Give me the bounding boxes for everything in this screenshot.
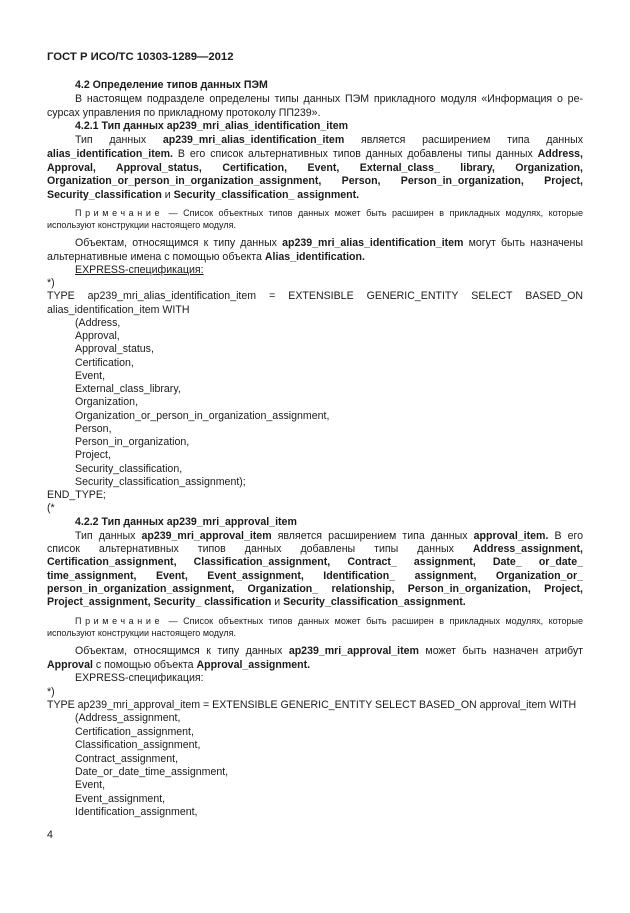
code-item-line	[47, 779, 583, 792]
express-code: *)	[47, 277, 55, 290]
express-code: Classification_assignment,	[75, 739, 201, 752]
note-2	[47, 615, 583, 639]
paragraph-line	[47, 189, 583, 203]
section-heading: 4.2.2 Тип данных ap239_mri_approval_item	[75, 516, 297, 529]
paragraph-line	[47, 93, 583, 107]
bold-term: ap239_mri_approval_item	[288, 645, 419, 658]
section-heading: 4.2.1 Тип данных ap239_mri_alias_identification_item	[75, 120, 349, 133]
code-item-line	[47, 343, 583, 356]
text-run: и	[271, 596, 284, 609]
express-code: Event,	[75, 369, 106, 382]
bold-term: Address_assignment,	[472, 542, 583, 555]
bold-term: Security_classification_assignment.	[283, 596, 466, 609]
bold-term: approval_item.	[473, 529, 549, 542]
code-item-line	[47, 476, 583, 489]
paragraph-line	[47, 175, 583, 189]
code-line	[47, 502, 583, 515]
bold-term: Project_assignment, Security_ classification	[47, 596, 272, 609]
code-item-line	[47, 330, 583, 343]
code-item-line	[47, 739, 583, 752]
code-item-line	[47, 357, 583, 370]
paragraph-line	[47, 251, 583, 264]
bold-term: Security_classification	[47, 189, 162, 202]
express-code: Security_classification_assignment);	[75, 475, 246, 488]
code-item-line	[47, 712, 583, 725]
heading-line	[47, 79, 583, 93]
text-run: является расширением типа данных	[344, 134, 583, 147]
code-item-line	[47, 370, 583, 383]
bold-term: person_in_organization_assignment, Organization_ relationship, Person_in_organization, Project,	[47, 582, 583, 595]
text-run: используют конструкции настоящего модуля.	[47, 220, 236, 230]
express-code: Person,	[75, 422, 112, 435]
paragraph-line	[47, 596, 583, 609]
express-spec-label: EXPRESS-спецификация:	[75, 672, 204, 685]
code-item-line	[47, 383, 583, 396]
note-line	[47, 627, 583, 639]
express-code: Date_or_date_time_assignment,	[75, 765, 229, 778]
code-item-line	[47, 317, 583, 330]
text-run: — Список объектных типов данных может быть расширен в прикладных модулях, которые	[163, 208, 583, 218]
section-4-2	[47, 79, 583, 203]
express-code: (*	[47, 502, 55, 515]
express-code: Project,	[75, 449, 111, 462]
paragraph-line	[47, 659, 583, 672]
bold-term: Alias_identification.	[264, 250, 365, 263]
section-heading: 4.2 Определение типов данных ПЭМ	[75, 79, 268, 92]
text-run: В его список альтернативных типов данных добавлены типы данных	[173, 147, 538, 160]
paragraph-line	[47, 148, 583, 162]
express-code: TYPE ap239_mri_alias_identification_item = EXTENSIBLE GENERIC_ENTITY SELECT BASED_ON	[47, 290, 583, 303]
label-line	[47, 672, 583, 685]
note-1	[47, 207, 583, 231]
code-item-line	[47, 766, 583, 779]
document-code-header: ГОСТ Р ИСО/ТС 10303-1289—2012	[47, 51, 234, 63]
text-run: Объектам, относящимся к типу данных	[75, 645, 289, 658]
express-code: Event,	[75, 779, 106, 792]
paragraph-line	[47, 134, 583, 148]
express-code: TYPE ap239_mri_approval_item = EXTENSIBLE GENERIC_ENTITY SELECT BASED_ON approval_item WITH	[47, 698, 577, 711]
text-run: список альтернативных типов данных добавлены типы данных	[47, 542, 473, 555]
text-run: В настоящем подразделе определены типы данных ПЭМ прикладного модуля «Информация о ре-	[75, 92, 583, 105]
express-code: Approval_status,	[75, 343, 154, 356]
express-code: Certification,	[75, 356, 134, 369]
text-run: может быть назначен атрибут	[418, 645, 583, 658]
bold-term: alias_identification_item.	[47, 147, 173, 160]
bold-term: Approval, Approval_status, Certification, Event, External_class_ library, Organization,	[47, 161, 583, 174]
bold-term: time_assignment, Event, Event_assignment, Identification_ assignment, Organization_or_	[47, 569, 583, 582]
paragraph-line	[47, 107, 583, 121]
text-run: Объектам, относящимся к типу данных	[75, 237, 283, 250]
bold-term: Approval_assignment.	[196, 658, 311, 671]
text-run: Тип данных	[75, 529, 142, 542]
bold-term: ap239_mri_alias_identification_item	[162, 134, 345, 147]
text-run: с помощью объекта	[92, 658, 197, 671]
bold-term: Security_classification_ assignment.	[173, 189, 360, 202]
express-code: Contract_assignment,	[75, 752, 179, 765]
code-line	[47, 304, 583, 317]
text-run: и	[161, 189, 174, 202]
bold-term: Approval	[47, 658, 93, 671]
code-line	[47, 290, 583, 303]
paragraph-line	[47, 645, 583, 658]
page-number: 4	[47, 829, 53, 841]
label-line	[47, 264, 583, 277]
note-label: Примечание	[75, 616, 164, 626]
express-spec-4-2-2	[47, 645, 583, 819]
express-spec-label: EXPRESS-спецификация:	[75, 263, 204, 276]
text-run: могут быть назначены	[463, 237, 584, 250]
express-code: Organization,	[75, 396, 139, 409]
text-run: В его	[548, 529, 584, 542]
express-code: (Address,	[75, 316, 121, 329]
note-label: Примечание	[75, 208, 164, 218]
heading-line	[47, 120, 583, 134]
express-code: Identification_assignment,	[75, 806, 198, 819]
code-line	[47, 686, 583, 699]
paragraph-line	[47, 556, 583, 569]
express-code: *)	[47, 685, 55, 698]
bold-term: ap239_mri_alias_identification_item	[282, 237, 464, 250]
paragraph-line	[47, 570, 583, 583]
text-run: используют конструкции настоящего модуля.	[47, 628, 236, 638]
text-run: альтернативные имена с помощью объекта	[47, 250, 265, 263]
code-line	[47, 489, 583, 502]
express-code: Person_in_organization,	[75, 436, 190, 449]
text-run: — Список объектных типов данных может быть расширен в прикладных модулях, которые	[163, 616, 583, 626]
code-item-line	[47, 410, 583, 423]
note-line	[47, 615, 583, 627]
code-item-line	[47, 793, 583, 806]
heading-line	[47, 516, 583, 529]
express-code: (Address_assignment,	[75, 712, 181, 725]
text-run: сурсах управления по прикладному протоколу ПП239».	[47, 106, 321, 119]
code-line	[47, 277, 583, 290]
text-run: является расширением типа данных	[271, 529, 474, 542]
code-line	[47, 699, 583, 712]
express-code: Organization_or_person_in_organization_assignment,	[75, 409, 330, 422]
section-4-2-2	[47, 516, 583, 609]
code-item-line	[47, 806, 583, 819]
code-item-line	[47, 726, 583, 739]
paragraph-line	[47, 583, 583, 596]
code-item-line	[47, 449, 583, 462]
code-item-line	[47, 396, 583, 409]
bold-term: Organization_or_person_in_organization_assignment, Person, Person_in_organization, Project,	[47, 175, 583, 188]
code-item-line	[47, 463, 583, 476]
express-code: END_TYPE;	[47, 489, 106, 502]
paragraph-line	[47, 237, 583, 250]
note-line	[47, 207, 583, 219]
paragraph-line	[47, 543, 583, 556]
note-line	[47, 219, 583, 231]
paragraph-line	[47, 162, 583, 176]
express-code: alias_identification_item WITH	[47, 303, 190, 316]
express-code: Event_assignment,	[75, 792, 166, 805]
express-code: External_class_library,	[75, 383, 181, 396]
code-item-line	[47, 423, 583, 436]
express-code: Security_classification,	[75, 462, 183, 475]
express-code: Certification_assignment,	[75, 725, 194, 738]
express-code: Approval,	[75, 330, 120, 343]
bold-term: Certification_assignment, Classification_assignment, Contract_ assignment, Date_ or_date_	[47, 556, 583, 569]
text-run: Тип данных	[75, 134, 163, 147]
paragraph-line	[47, 530, 583, 543]
express-spec-4-2-1	[47, 237, 583, 515]
code-item-line	[47, 436, 583, 449]
code-item-line	[47, 753, 583, 766]
bold-term: Address,	[537, 147, 583, 160]
bold-term: ap239_mri_approval_item	[141, 529, 272, 542]
